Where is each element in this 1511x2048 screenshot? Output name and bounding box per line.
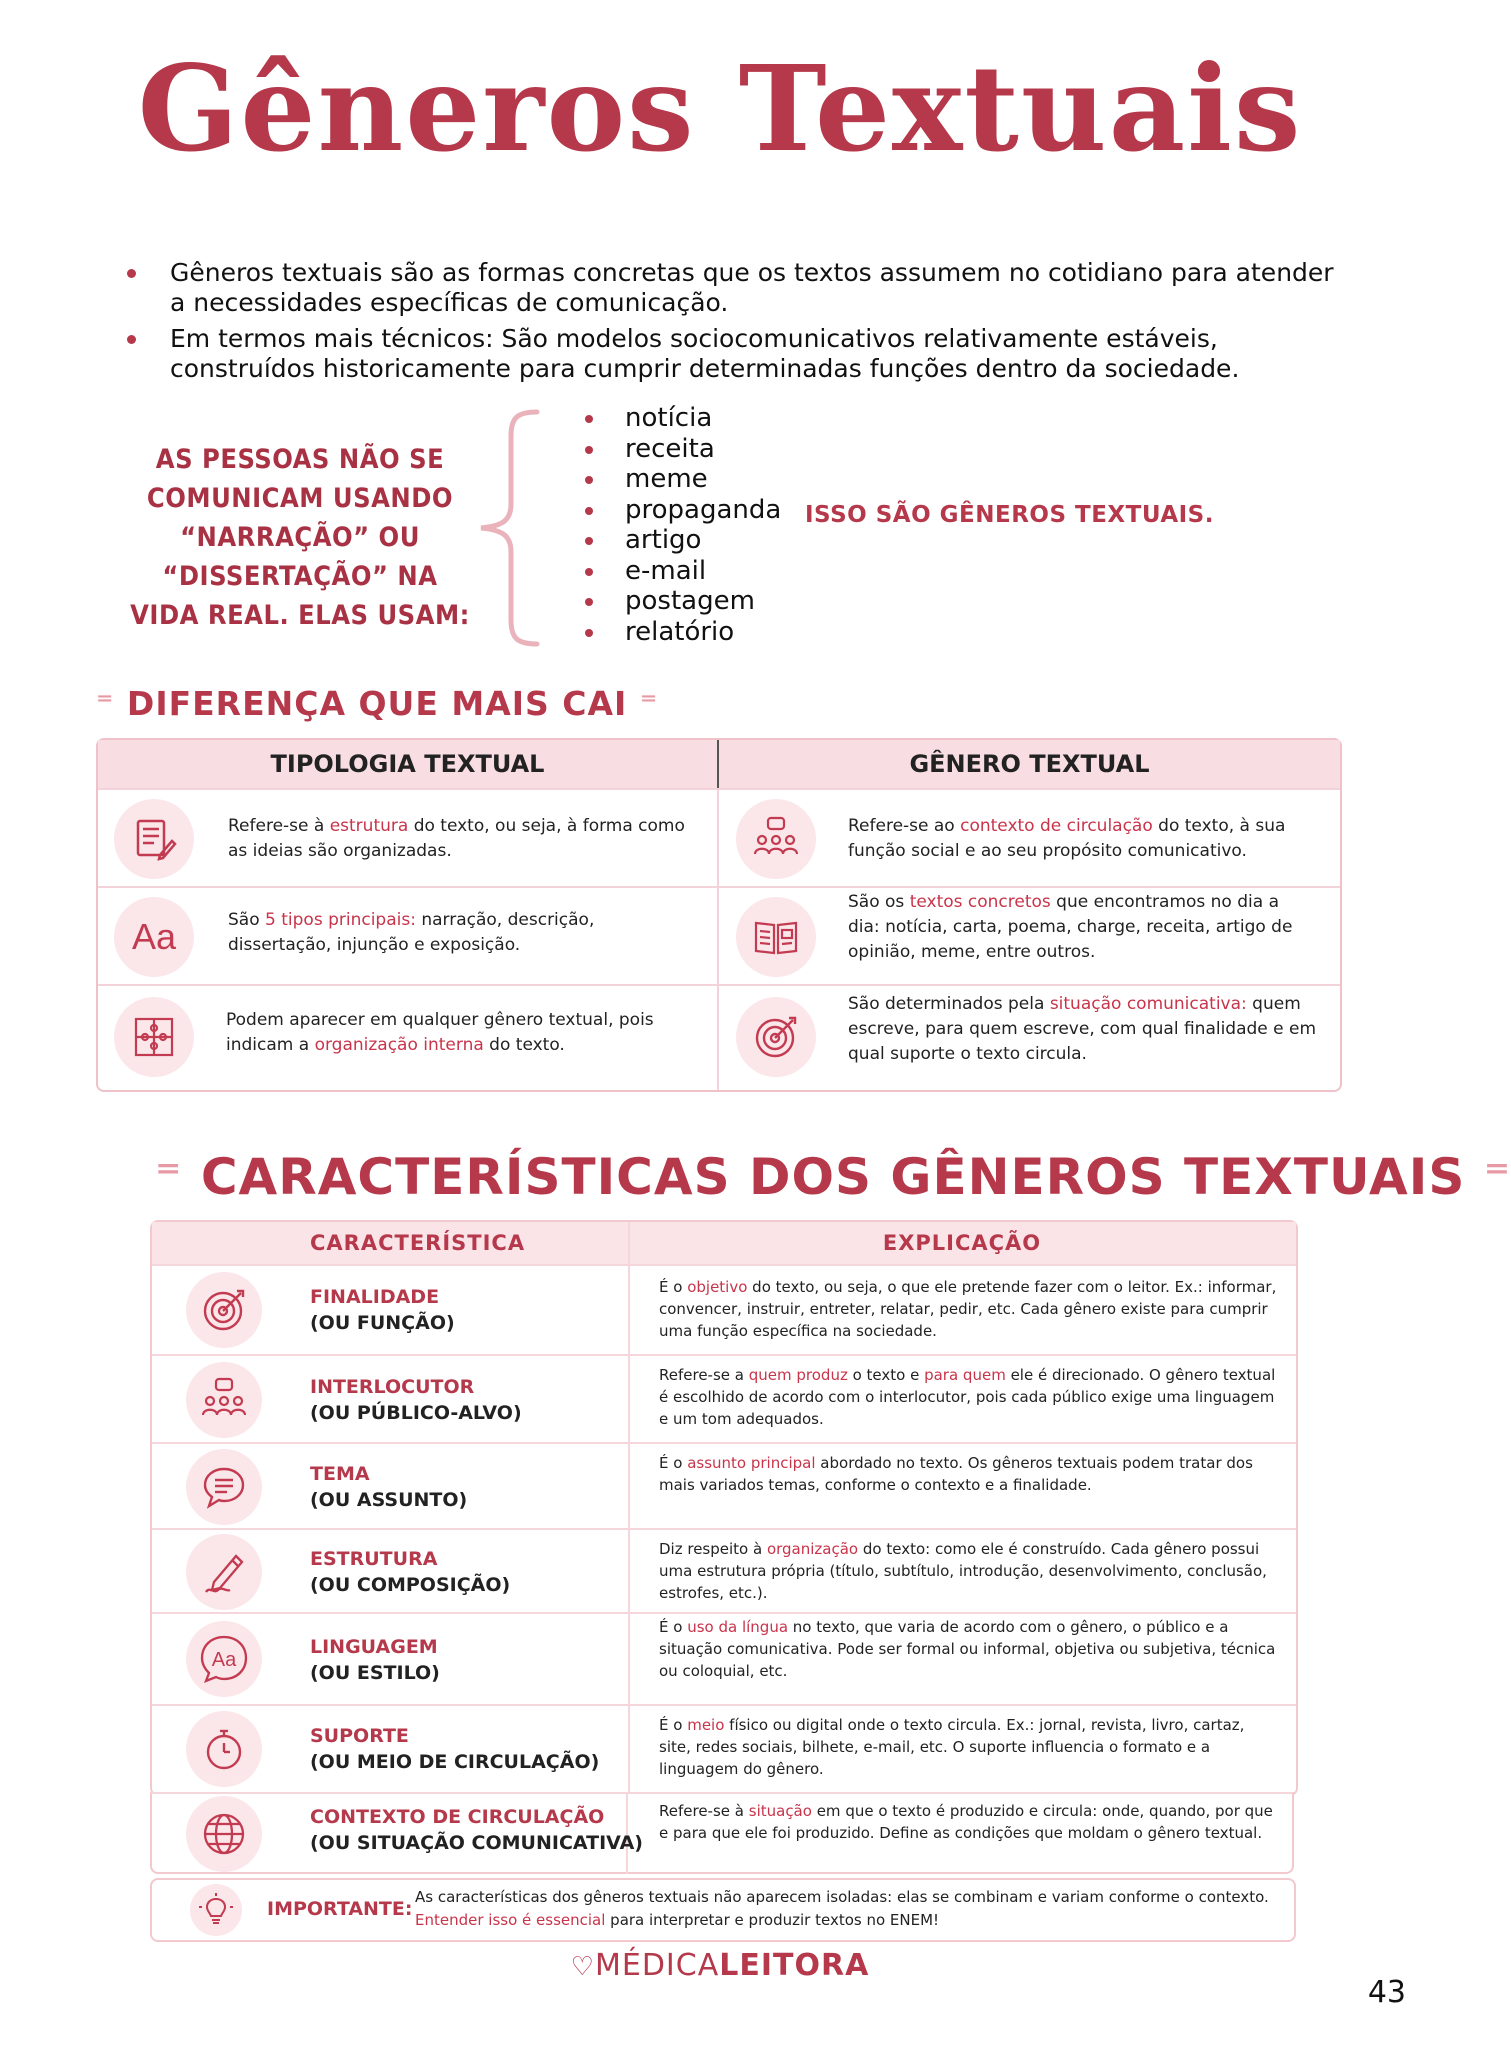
highlight-text: 5 tipos principais: bbox=[265, 910, 416, 930]
characteristic-description bbox=[659, 1616, 1279, 1682]
sparkle-left-icon: ⁼ bbox=[155, 1148, 201, 1206]
bullet-icon bbox=[127, 269, 136, 278]
text-part: abordado no texto. Os gêneros textuais podem tratar dos mais variados temas, conforme o contexto e a finalidade. bbox=[659, 1454, 1253, 1494]
characteristic-name bbox=[310, 1284, 455, 1336]
pen-icon bbox=[186, 1534, 262, 1610]
page-title: Gêneros Textuais bbox=[137, 39, 1303, 178]
bullet-icon bbox=[585, 537, 593, 545]
column-header-genero: GÊNERO TEXTUAL bbox=[719, 740, 1340, 788]
highlight-text: objetivo bbox=[687, 1278, 748, 1296]
column-header-tipologia: TIPOLOGIA TEXTUAL bbox=[98, 740, 717, 788]
target-icon bbox=[736, 997, 816, 1077]
text-part: quem escreve, para quem escreve, com qual finalidade e em qual suporte o texto circula. bbox=[848, 994, 1317, 1064]
bullet-icon bbox=[127, 335, 136, 344]
genre-label: meme bbox=[625, 464, 708, 494]
list-item bbox=[585, 586, 781, 617]
characteristics-heading bbox=[155, 1148, 1511, 1206]
bullet-icon bbox=[585, 568, 593, 576]
cell-text bbox=[226, 1008, 666, 1058]
characteristic-subtitle: (OU MEIO DE CIRCULAÇÃO) bbox=[310, 1751, 600, 1773]
characteristic-subtitle: (OU ASSUNTO) bbox=[310, 1489, 468, 1511]
table-row bbox=[152, 1704, 1296, 1792]
characteristic-subtitle: (OU FUNÇÃO) bbox=[310, 1312, 455, 1334]
highlight-text: quem produz bbox=[748, 1366, 848, 1384]
text-part: físico ou digital onde o texto circula. Ex.: jornal, revista, livro, cartaz, site, redes sociais, bilhete, e-mail, etc. O suporte influencia o formato e a linguagem do gênero. bbox=[659, 1716, 1245, 1778]
characteristic-subtitle: (OU COMPOSIÇÃO) bbox=[310, 1574, 511, 1596]
text-part: do texto: como ele é construído. Cada gênero possui uma estrutura própria (título, subtítulo, introdução, desenvolvimento, conclusão, estrofes, etc.). bbox=[659, 1540, 1267, 1602]
text-part: São os bbox=[848, 892, 910, 912]
highlight-text: organização bbox=[766, 1540, 859, 1558]
highlight-text: meio bbox=[687, 1716, 725, 1734]
characteristic-title: SUPORTE bbox=[310, 1725, 409, 1747]
genre-label: receita bbox=[625, 433, 715, 464]
highlight-text: textos concretos bbox=[909, 892, 1051, 912]
heart-icon: ♡ bbox=[570, 1952, 595, 1982]
cell-text bbox=[848, 992, 1328, 1067]
characteristic-description bbox=[659, 1364, 1279, 1430]
characteristic-subtitle: (OU SITUAÇÃO COMUNICATIVA) bbox=[310, 1832, 643, 1854]
sparkle-right-icon: ⁼ bbox=[627, 684, 659, 723]
text-part: para interpretar e produzir textos no ENEM! bbox=[605, 1911, 940, 1929]
important-box bbox=[150, 1878, 1296, 1942]
cell-text bbox=[228, 814, 688, 864]
text-part: do texto, ou seja, à forma como as ideias são organizadas. bbox=[228, 816, 685, 861]
text-part: em que o texto é produzido e circula: onde, quando, por que e para que ele foi produzido. Define as condições que moldam o gênero textual. bbox=[659, 1802, 1273, 1842]
text-part: São bbox=[228, 910, 266, 930]
list-item bbox=[585, 464, 781, 495]
highlight-text: organização interna bbox=[314, 1035, 484, 1055]
text-part: do texto. bbox=[483, 1035, 565, 1055]
list-item bbox=[585, 617, 781, 648]
characteristic-description bbox=[659, 1276, 1279, 1342]
language-bubble bbox=[198, 1633, 250, 1685]
cell-text bbox=[848, 814, 1328, 864]
characteristics-table bbox=[150, 1220, 1298, 1796]
table-row bbox=[152, 1442, 1296, 1530]
genre-label: propaganda bbox=[625, 494, 782, 525]
characteristic-description bbox=[659, 1714, 1279, 1780]
list-item bbox=[585, 525, 781, 556]
text-part: Refere-se ao bbox=[848, 816, 961, 836]
highlight-text: situação bbox=[748, 1802, 812, 1820]
genre-label: notícia bbox=[625, 403, 713, 433]
characteristic-title: TEMA bbox=[310, 1463, 370, 1485]
sparkle-left-icon: ⁼ bbox=[96, 684, 127, 723]
characteristic-name bbox=[310, 1461, 467, 1513]
newspaper-icon bbox=[736, 897, 816, 977]
page-number: 43 bbox=[1367, 1975, 1406, 2010]
column-header-caracteristica: CARACTERÍSTICA bbox=[152, 1222, 628, 1264]
genre-label: artigo bbox=[625, 525, 702, 555]
cell-text bbox=[848, 890, 1308, 965]
bullet-icon bbox=[585, 598, 593, 606]
genre-label: postagem bbox=[625, 586, 755, 616]
text-part: Podem aparecer em qualquer gênero textual, pois indicam a bbox=[226, 1010, 654, 1055]
list-item bbox=[585, 434, 781, 465]
highlight-text: estrutura bbox=[329, 816, 409, 836]
highlight-text: assunto principal bbox=[687, 1454, 816, 1472]
people-note: AS PESSOAS NÃO SE COMUNICAM USANDO “NARRAÇÃO” OU “DISSERTAÇÃO” NA VIDA REAL. ELAS USAM: bbox=[130, 444, 470, 631]
language-icon bbox=[186, 1621, 262, 1697]
difference-table bbox=[96, 738, 1342, 1092]
text-part: São determinados pela bbox=[848, 994, 1050, 1014]
text-part: Refere-se a bbox=[659, 1366, 749, 1384]
stopwatch-icon bbox=[186, 1711, 262, 1787]
bullet-icon bbox=[585, 415, 593, 423]
intro-text: Gêneros textuais são as formas concretas que os textos assumem no cotidiano para atender a necessidades específicas de comunicação. bbox=[170, 258, 1334, 317]
genre-note: ISSO SÃO GÊNEROS TEXTUAIS. bbox=[805, 502, 1214, 528]
text-part: no texto, que varia de acordo com o gênero, o público e a situação comunicativa. Pode ser formal ou informal, objetiva ou subjetiva, técnica ou coloquial, etc. bbox=[659, 1618, 1276, 1680]
text-part: É o bbox=[659, 1454, 688, 1472]
brand-logo bbox=[0, 1948, 1440, 1983]
genre-label: relatório bbox=[625, 616, 735, 647]
highlight-text: uso da língua bbox=[687, 1618, 789, 1636]
list-item bbox=[585, 556, 781, 587]
highlight-text: Entender isso é essencial bbox=[415, 1911, 606, 1929]
globe-icon bbox=[186, 1796, 262, 1872]
table-row bbox=[98, 788, 1340, 888]
characteristic-title: LINGUAGEM bbox=[310, 1636, 438, 1658]
language-icon-text: Aa bbox=[211, 1649, 237, 1671]
group-chat-icon bbox=[736, 799, 816, 879]
table-row bbox=[98, 984, 1340, 1092]
list-item bbox=[585, 403, 781, 434]
important-label: IMPORTANTE: bbox=[267, 1898, 413, 1920]
characteristic-title: CONTEXTO DE CIRCULAÇÃO bbox=[310, 1806, 605, 1828]
target-icon bbox=[186, 1272, 262, 1348]
characteristic-title: ESTRUTURA bbox=[310, 1548, 438, 1570]
brand-part2: LEITORA bbox=[719, 1948, 870, 1983]
characteristic-name bbox=[310, 1374, 522, 1426]
table-row bbox=[150, 1792, 1294, 1874]
highlight-text: situação comunicativa: bbox=[1049, 994, 1247, 1014]
table-row bbox=[152, 1354, 1296, 1444]
bullet-icon bbox=[585, 507, 593, 515]
document-edit-icon bbox=[114, 799, 194, 879]
characteristic-name bbox=[310, 1723, 599, 1775]
table-row bbox=[152, 1528, 1296, 1614]
table-row bbox=[98, 886, 1340, 986]
puzzle-icon bbox=[114, 997, 194, 1077]
lightbulb-icon bbox=[190, 1884, 242, 1936]
highlight-text: para quem bbox=[924, 1366, 1006, 1384]
intro-text: Em termos mais técnicos: São modelos sociocomunicativos relativamente estáveis, construídos historicamente para cumprir determinadas funções dentro da sociedade. bbox=[170, 324, 1240, 383]
intro-item bbox=[125, 258, 1340, 318]
bullet-icon bbox=[585, 629, 593, 637]
text-part: É o bbox=[659, 1716, 688, 1734]
text-part: Diz respeito à bbox=[659, 1540, 767, 1558]
bullet-icon bbox=[585, 446, 593, 454]
characteristic-description bbox=[659, 1800, 1279, 1844]
audience-icon bbox=[186, 1362, 262, 1438]
genre-list bbox=[585, 403, 781, 647]
table-row bbox=[152, 1612, 1296, 1706]
text-part: Refere-se à bbox=[228, 816, 330, 836]
text-part: As características dos gêneros textuais não aparecem isoladas: elas se combinam e variam conforme o contexto. bbox=[415, 1888, 1269, 1906]
text-part: Refere-se à bbox=[659, 1802, 749, 1820]
characteristic-name bbox=[310, 1804, 643, 1856]
brand-part1: MÉDICA bbox=[594, 1948, 720, 1983]
text-part: do texto, à sua função social e ao seu propósito comunicativo. bbox=[848, 816, 1286, 861]
sparkle-right-icon: ⁼ bbox=[1465, 1148, 1511, 1206]
text-part: o texto e bbox=[847, 1366, 925, 1384]
text-part: que encontramos no dia a dia: notícia, carta, poema, charge, receita, artigo de opinião, meme, entre outros. bbox=[848, 892, 1293, 962]
characteristic-subtitle: (OU ESTILO) bbox=[310, 1662, 440, 1684]
table-row bbox=[152, 1264, 1296, 1356]
speech-bubble-icon bbox=[186, 1449, 262, 1525]
characteristic-description bbox=[659, 1538, 1279, 1604]
intro-list bbox=[125, 258, 1340, 390]
difference-heading-text: DIFERENÇA QUE MAIS CAI bbox=[126, 684, 628, 723]
characteristic-title: FINALIDADE bbox=[310, 1286, 440, 1308]
cell-text bbox=[228, 908, 668, 958]
characteristics-heading-text: CARACTERÍSTICAS DOS GÊNEROS TEXTUAIS bbox=[200, 1148, 1466, 1206]
text-part: ele é direcionado. O gênero textual é escolhido de acordo com o interlocutor, pois cada público exige uma linguagem e um tom adequados. bbox=[659, 1366, 1276, 1428]
bullet-icon bbox=[585, 476, 593, 484]
genre-label: e-mail bbox=[625, 555, 707, 586]
intro-item bbox=[125, 324, 1340, 384]
characteristic-name bbox=[310, 1546, 510, 1598]
list-item bbox=[585, 495, 781, 526]
text-part: É o bbox=[659, 1618, 688, 1636]
difference-heading bbox=[96, 684, 658, 723]
important-text bbox=[415, 1886, 1275, 1932]
highlight-text: contexto de circulação bbox=[960, 816, 1153, 836]
characteristic-description bbox=[659, 1452, 1279, 1496]
curly-brace-icon bbox=[475, 408, 545, 648]
characteristic-title: INTERLOCUTOR bbox=[310, 1376, 475, 1398]
text-part: do texto, ou seja, o que ele pretende fazer com o leitor. Ex.: informar, convencer, instruir, entreter, relatar, pedir, etc. Cada gênero existe para cumprir uma função específica na sociedade. bbox=[659, 1278, 1277, 1340]
characteristic-subtitle: (OU PÚBLICO-ALVO) bbox=[310, 1402, 522, 1424]
characteristic-name bbox=[310, 1634, 440, 1686]
text-part: É o bbox=[659, 1278, 688, 1296]
column-header-explicacao: EXPLICAÇÃO bbox=[628, 1222, 1296, 1264]
text-part: narração, descrição, dissertação, injunção e exposição. bbox=[228, 910, 595, 955]
text-size-icon: Aa bbox=[114, 897, 194, 977]
